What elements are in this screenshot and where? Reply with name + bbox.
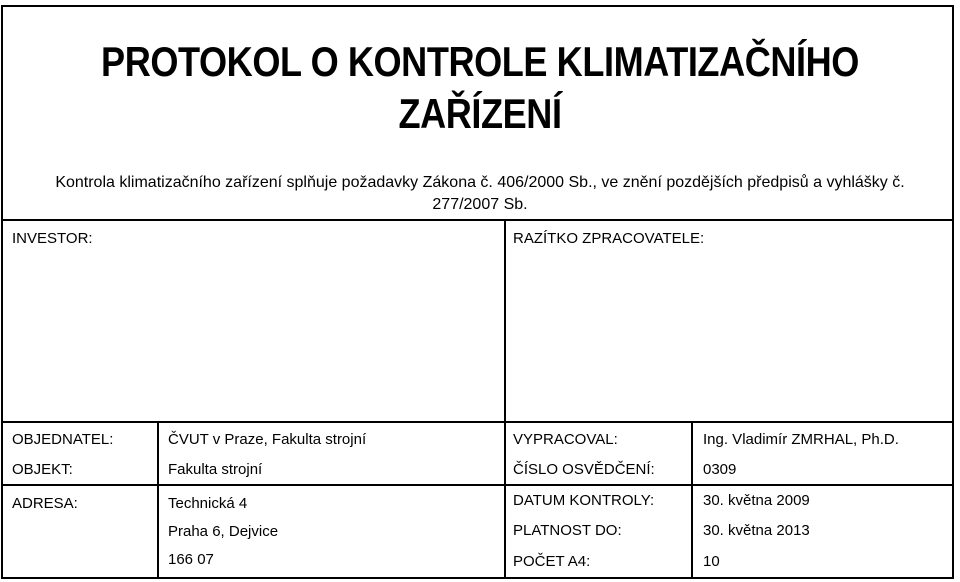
cislo-osvedceni-value: 0309 [703,461,737,478]
cislo-osvedceni-label: ČÍSLO OSVĚDČENÍ: [513,461,655,478]
info-col-divider-1 [157,421,159,579]
title-line-1: PROTOKOL O KONTROLE KLIMATIZAČNÍHO [101,38,859,85]
pocet-a4-label: POČET A4: [513,553,591,570]
header-divider [1,219,954,221]
vypracoval-label: VYPRACOVAL: [513,431,618,448]
pocet-a4-value: 10 [703,553,720,570]
adresa-row-divider [1,484,954,486]
adresa-label: ADRESA: [12,495,78,512]
objekt-label: OBJEKT: [12,461,73,478]
info-col-divider-3 [691,421,693,579]
objekt-value: Fakulta strojní [168,461,263,478]
subtitle: Kontrola klimatizačního zařízení splňuje požadavky Zákona č. 406/2000 Sb., ve znění pozdějších předpisů a vyhlášky č. 277/2007 Sb. [55,174,905,213]
datum-kontroly-value: 30. května 2009 [703,492,810,509]
info-table-top-divider [1,421,954,423]
info-col-divider-2 [504,421,506,579]
datum-kontroly-label: DATUM KONTROLY: [513,492,655,509]
platnost-label: PLATNOST DO: [513,522,622,539]
investor-label: INVESTOR: [12,230,93,247]
investor-stamp-divider [504,219,506,422]
vypracoval-value: Ing. Vladimír ZMRHAL, Ph.D. [703,431,899,448]
title-line-2: ZAŘÍZENÍ [398,90,562,137]
stamp-label: RAZÍTKO ZPRACOVATELE: [513,230,705,247]
adresa-line-2: Praha 6, Dejvice [168,523,279,540]
adresa-line-3: 166 07 [168,551,214,568]
objednatel-value: ČVUT v Praze, Fakulta strojní [168,431,367,448]
platnost-value: 30. května 2013 [703,522,810,539]
adresa-line-1: Technická 4 [168,495,248,512]
objednatel-label: OBJEDNATEL: [12,431,114,448]
